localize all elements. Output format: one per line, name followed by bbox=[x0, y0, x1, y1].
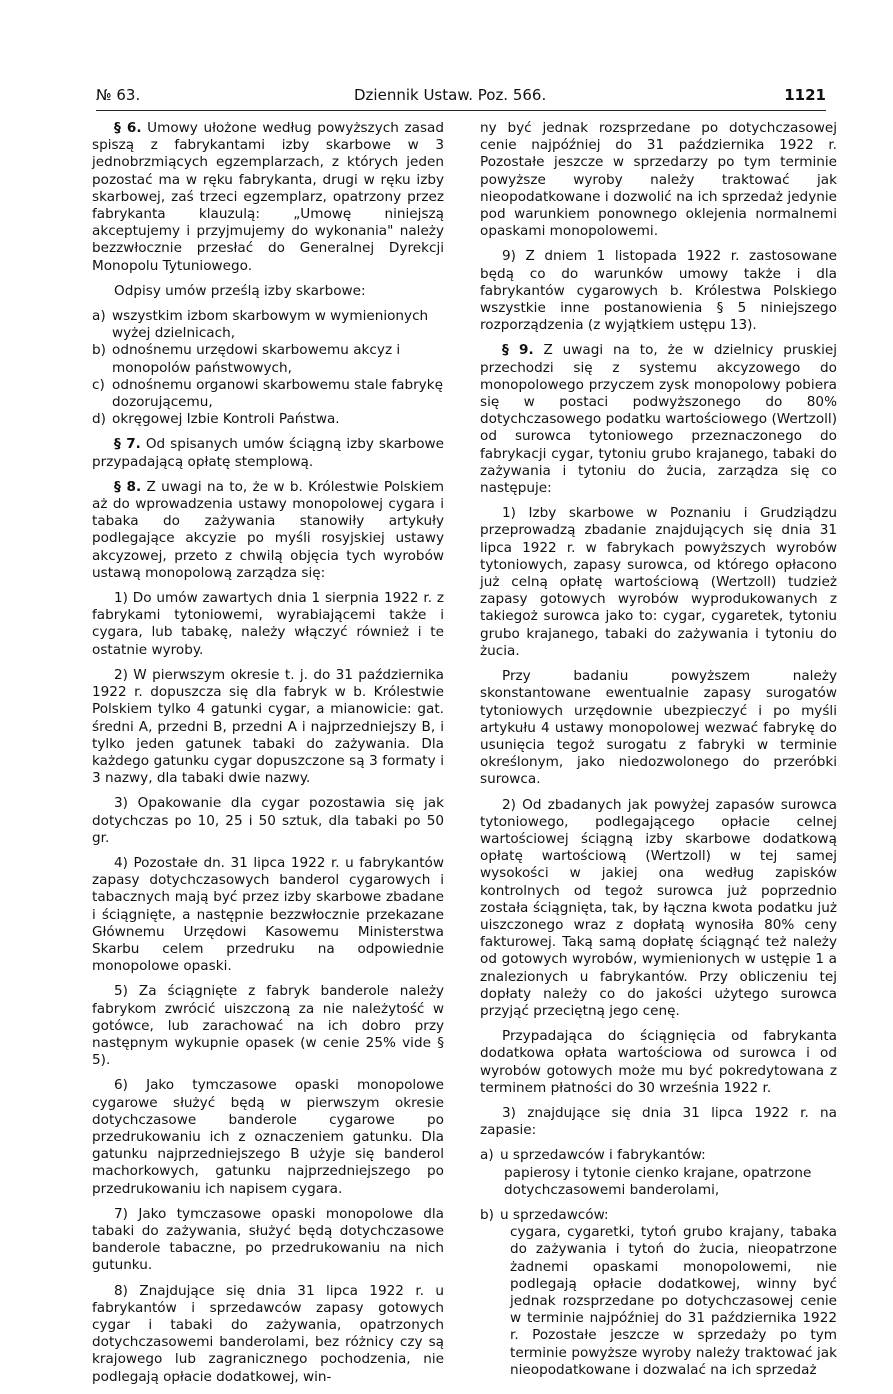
s9-point-1: 1) Izby skarbowe w Poznaniu i Grudziądzu przeprowadzą zbadanie znajdujących się dnia 31 lipca 1922 r. w fabrykach powyższych wyrobów tytoniowych, zapasy surowca, od którego opłacono już celną opłatę wartościową (Wertzoll) tudzież zapasy gotowych wyrobów wyprodukowanych z takiegoż surowca jako to: cygar, cygaretek, tytoniu grubo krajanego, tabaki do zażywania i tytoniu do żucia. bbox=[480, 505, 837, 659]
list-text: u sprzedawców i fabrykantów: bbox=[500, 1147, 706, 1164]
section-7-text: Od spisanych umów ściągną izby skarbowe przypadającą opłatę stemplową. bbox=[92, 436, 444, 470]
copies-intro: Odpisy umów prześlą izby skarbowe: bbox=[114, 282, 366, 299]
section-6-text: Umowy ułożone według powyższych zasad spiszą z fabrykantami izby skarbowe w 3 jednobrzmiących egzemplarzach, z których jeden pozostać ma w ręku fabrykanta, drugi w ręku izby skarbowej, zaś trzeci egzemplarz, opatrzony przez fabrykanta klauzulą: „Umowę niniejszą akceptujemy i przyjmujemy do wykonania" należy bezzwłocznie przesłać do Generalnej Dyrekcji Monopolu Tytuniowego. bbox=[92, 120, 444, 274]
s9-point-1b: Przy badaniu powyższem należy skonstantowane ewentualnie zapasy surogatów tytoniowych urzędownie ubezpieczyć i po myśli artykułu 4 ustawy monopolowej wezwać fabrykę do usunięcia tegoż surogatu z fabryki w terminie określonym, jako niedozwolonego do przeróbki surowca. bbox=[480, 668, 837, 788]
list-item bbox=[92, 411, 444, 428]
list-text: okręgowej Izbie Kontroli Państwa. bbox=[112, 411, 340, 428]
point-8-continued: ny być jednak rozsprzedane po dotychczasowej cenie najpóźniej do 31 października 1922 r. Pozostałe jeszcze w sprzedarzy po tym terminie powyższe wyroby należy traktować jak nieopodatkowane i dozwolić na ich sprzedaż jedynie pod warunkiem ponownego oklejenia normalnemi opaskami monopolowemi. bbox=[480, 120, 837, 240]
list-marker: d) bbox=[92, 411, 106, 428]
point-4: 4) Pozostałe dn. 31 lipca 1922 r. u fabrykantów zapasy dotychczasowych banderol cygarowych i tabacznych mają być przez izby skarbowe zbadane i ściągnięte, a następnie bezzwłocznie przekazane Głównemu Urzędowi Kasowemu Ministerstwa Skarbu celem przedruku na odpowiednie monopolowe opaski. bbox=[92, 854, 444, 975]
point-1: 1) Do umów zawartych dnia 1 sierpnia 1922 r. z fabrykami tytoniowemi, wyrabiającemi także i cygara, lub tabakę, należy włączyć również i te ostatnie wyroby. bbox=[92, 590, 444, 658]
list-marker: c) bbox=[92, 376, 105, 393]
page-number: 1121 bbox=[784, 86, 826, 104]
list-item bbox=[480, 1207, 837, 1224]
copies-list bbox=[92, 308, 444, 428]
list-marker: b) bbox=[92, 342, 106, 359]
section-8 bbox=[92, 479, 444, 582]
header-rule bbox=[96, 110, 826, 111]
list-item bbox=[92, 342, 444, 376]
issue-number: № 63. bbox=[96, 86, 141, 104]
list-item bbox=[92, 308, 444, 342]
page-header bbox=[96, 86, 826, 110]
list-marker: a) bbox=[480, 1147, 494, 1164]
point-2: 2) W pierwszym okresie t. j. do 31 października 1922 r. dopuszcza się dla fabryk w b. Królestwie Polskiem tylko 4 gatunki cygar, a mianowicie: gat. średni A, przedni B, przedni A i najprzedniejszy B, i tylko jeden gatunek tabaki do zażywania. Dla każdego gatunku cygar dopuszczone są 3 formaty i 3 nazwy, dla tabaki dwie nazwy. bbox=[92, 666, 444, 787]
point-5: 5) Za ściągnięte z fabryk banderole należy fabrykom zwrócić uiszczoną za nie należytość w gotówce, lub zarachować na ich dobro przy następnym wykupnie opasek (w cenie 25% vide § 5). bbox=[92, 983, 444, 1069]
right-column bbox=[480, 120, 837, 1387]
list-item bbox=[92, 377, 444, 411]
list-marker: a) bbox=[92, 308, 106, 325]
point-3: 3) Opakowanie dla cygar pozostawia się jak dotychczas po 10, 25 i 50 sztuk, dla tabaki po 50 gr. bbox=[92, 795, 444, 846]
section-6-lead: § 6. bbox=[114, 120, 142, 136]
section-9-text: Z uwagi na to, że w dzielnicy pruskiej przechodzi się z systemu akcyzowego do monopolowego przyczem zysk monopolowy pobiera się w postaci podwyższonego do 80% dotychczasowego podatku wartościowego (Wertzoll) od surowca tytoniowego przeznaczonego do fabrykacji cygar, tytoniu grubo krajanego, tabaki do zażywania i tytoniu do żucia, zarządza się co następuje: bbox=[480, 342, 837, 497]
section-6 bbox=[92, 120, 444, 275]
list-marker: b) bbox=[480, 1206, 494, 1223]
list-text: wszystkim izbom skarbowym w wymienionych wyżej dzielnicach, bbox=[112, 308, 429, 342]
s9-point-3: 3) znajdujące się dnia 31 lipca 1922 r. na zapasie: bbox=[480, 1104, 837, 1139]
section-8-lead: § 8. bbox=[114, 478, 142, 495]
section-9 bbox=[480, 342, 837, 497]
s9-point-2: 2) Od zbadanych jak powyżej zapasów surowca tytoniowego, podlegającego opłacie celnej wartościowej ściągną izby skarbowe dodatkową opłatę wartościową (Wertzoll) w tej samej wysokości w jakiej ona według zapisków kontrolnych od tegoż surowca już poprzednio została ściągnięta, tak, by łączna kwota podatku już uiszczonego wraz z dopłatą wynosiła 80% ceny fakturowej. Taką samą dopłatę ściągnąć też należy od gotowych wyrobów, wymienionych w ustępie 1 a znalezionych u fabrykantów. Przy obliczeniu tej dopłaty należy co do jakości użytego surowca przyjąć przeciętną jego cenę. bbox=[480, 796, 837, 1019]
point-7: 7) Jako tymczasowe opaski monopolowe dla tabaki do zażywania, służyć będą dotychczasowe banderole tabaczne, po przedrukowaniu na nich gutunku. bbox=[92, 1205, 444, 1274]
s9-point-3b-text: cygara, cygaretki, tytoń grubo krajany, tabaka do zażywania i tytoń do żucia, nieopatrzone żadnemi opaskami monopolowemi, nie podlegają opłacie dodatkowej, winny być jednak rozsprzedane po dotychczasowej cenie w terminie najpóźniej do 31 października 1922 r. Pozostałe jeszcze w sprzedaży po tym terminie powyższe wyroby należy traktować jak nieopodatkowane i dozwalać na ich sprzedaż bbox=[510, 1224, 837, 1378]
section-7-lead: § 7. bbox=[114, 436, 141, 453]
point-6: 6) Jako tymczasowe opaski monopolowe cygarowe służyć będą w pierwszym okresie dotychczasowe banderole cygarowe po przedrukowaniu ich z oznaczeniem gatunku. Dla gatunku najprzedniejszego B użyje się banderol machorkowych, gatunku najprzedniejszego po przedrukowaniu ich napisem cygara. bbox=[92, 1077, 444, 1197]
section-9-lead: § 9. bbox=[502, 342, 534, 359]
s9-point-3a-text: papierosy i tytonie cienko krajane, opatrzone dotychczasowemi banderolami, bbox=[504, 1164, 812, 1198]
list-text: odnośnemu urzędowi skarbowemu akcyz i monopolów państwowych, bbox=[112, 342, 401, 376]
journal-title: Dziennik Ustaw. Poz. 566. bbox=[354, 86, 547, 104]
left-column bbox=[92, 120, 444, 1394]
list-text: u sprzedawców: bbox=[500, 1206, 609, 1223]
s9-point-2b: Przypadająca do ściągnięcia od fabrykanta dodatkowa opłata wartościowa od surowca i od wyrobów gotowych może mu być pokredytowana z terminem płatności do 30 września 1922 r. bbox=[480, 1028, 837, 1096]
section-8-text: Z uwagi na to, że w b. Królestwie Polskiem aż do wprowadzenia ustawy monopolowej cygara i tabaka do zażywania stanowiły artykuły podlegające akcyzie po myśli rosyjskiej ustawy akcyzowej, przeto z chwilą objęcia tych wyrobów ustawą monopolową zarządza się: bbox=[92, 478, 444, 581]
point-9: 9) Z dniem 1 listopada 1922 r. zastosowane będą co do warunków umowy także i dla fabrykantów cygarowych b. Królestwa Polskiego wszystkie inne postanowienia § 5 niniejszego rozporządzenia (z wyjątkiem ustępu 13). bbox=[480, 248, 837, 334]
list-item bbox=[480, 1147, 837, 1164]
section-7 bbox=[92, 436, 444, 470]
list-text: odnośnemu organowi skarbowemu stale fabrykę dozorującemu, bbox=[112, 376, 443, 411]
point-8: 8) Znajdujące się dnia 31 lipca 1922 r. u fabrykantów i sprzedawców zapasy gotowych cygar i tabaki do zażywania, opatrzonych dotychczasowemi banderolami, bez różnicy czy są krajowego lub zagranicznego pochodzenia, nie podlegają opłacie dodatkowej, win- bbox=[92, 1282, 444, 1385]
